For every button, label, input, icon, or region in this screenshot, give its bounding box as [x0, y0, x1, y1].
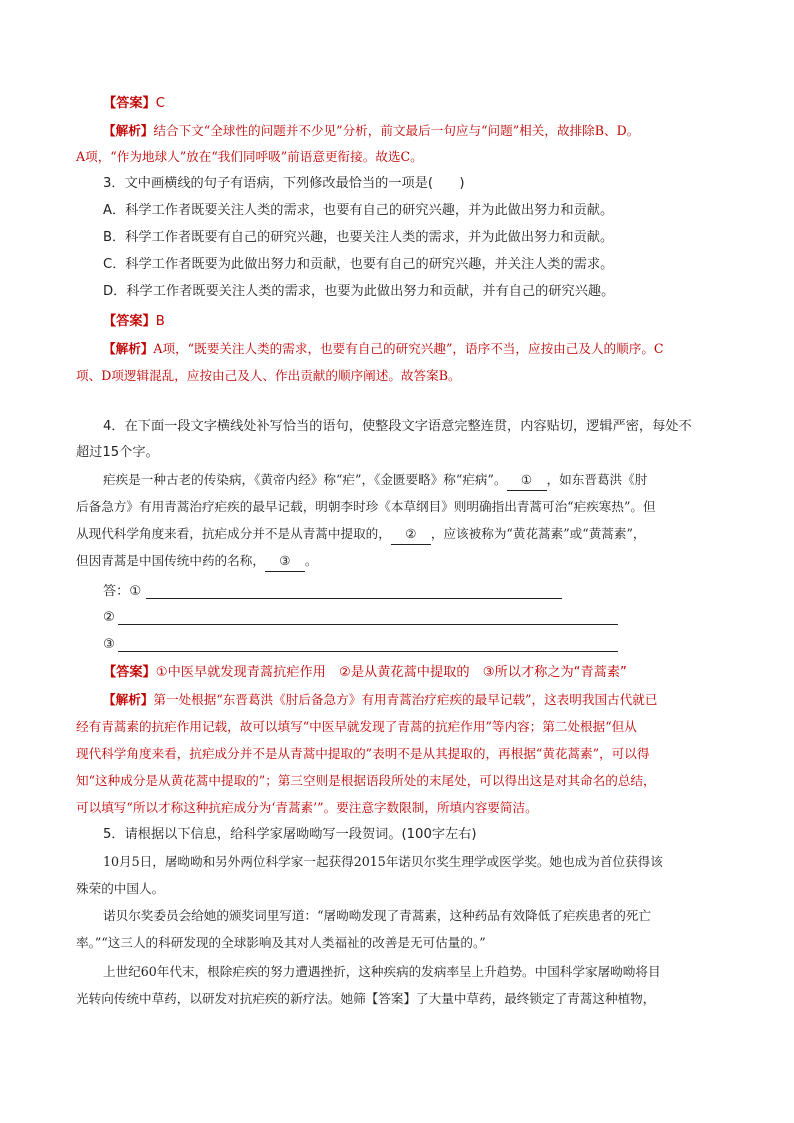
q4-passage-line-2: 后备急方》有用青蒿治疗疟疾的最早记载，明朝李时珍《本草纲目》则明确指出青蒿可治“疟疾寒热”。但 [76, 499, 656, 514]
analysis-tag: 【解析】 [103, 692, 154, 707]
q4-analysis-line-2: 经有青蒿素的抗疟作用记载，故可以填写“中医早就发现了青蒿的抗疟作用”等内容；第二处根据“但从 [76, 719, 637, 734]
passage-text: 。 [304, 553, 318, 568]
answer-prompt-3: ③ [103, 637, 115, 652]
answer-prompt-1: 答：① [103, 584, 142, 599]
q5-para2-line-2: 率。”“这三人的科研发现的全球影响及其对人类福祉的改善是无可估量的。” [76, 935, 486, 950]
passage-text: 疟疾是一种古老的传染病，《黄帝内经》称“疟”，《金匮要略》称“疟病”。 [103, 472, 507, 487]
q4-analysis-line-5: 可以填写“所以才称这种抗疟成分为‘青蒿素’”。要注意字数限制，所填内容要简洁。 [76, 800, 538, 815]
q3-analysis-line-1 [103, 339, 664, 359]
q5-para3-line-1: 上世纪60年代末，根除疟疾的努力遭遇挫折，这种疾病的发病率呈上升趋势。中国科学家屠呦呦将目 [103, 964, 661, 979]
answer-tag: 【答案】 [103, 665, 156, 680]
q3-analysis-line-2: 项、D项逻辑混乱，应按由己及人、作出贡献的顺序阐述。故答案B。 [76, 368, 461, 383]
q4-answer [103, 663, 627, 683]
q5-para3-line-2: 光转向传统中草药，以研发对抗疟疾的新疗法。她筛【答案】了大量中草药，最终锁定了青蒿这种植物， [76, 991, 656, 1006]
analysis-tag: 【解析】 [103, 341, 154, 356]
answer-tag: 【答案】 [103, 314, 156, 329]
q4-analysis-line-3: 现代科学角度来看，抗疟成分并不是从青蒿中提取的”表明不是从其提取的，再根据“黄花蒿素”，可以得 [76, 746, 650, 761]
q2-analysis-line-2: A项，“作为地球人”放在“我们同呼吸”前语意更衔接。故选C。 [76, 149, 423, 164]
q4-analysis-line-4: 知“这种成分是从黄花蒿中提取的”；第三空则是根据语段所处的末尾处，可以得出这是对其命名的总结， [76, 773, 656, 788]
q4-passage-line-1 [103, 470, 647, 491]
passage-text: ，应该被称为“黄花蒿素”或“黄蒿素”， [430, 526, 646, 541]
answer-prompt-2: ② [103, 610, 115, 625]
answer-value: ①中医早就发现青蒿抗疟作用 ②是从黄花蒿中提取的 ③所以才称之为“青蒿素” [155, 665, 627, 680]
blank-2: ② [391, 524, 431, 545]
q3-option-a: A．科学工作者既要关注人类的需求，也要有自己的研究兴趣，并为此做出努力和贡献。 [103, 203, 614, 218]
answer-value: C [155, 96, 165, 111]
analysis-tag: 【解析】 [103, 123, 154, 138]
q3-answer [103, 312, 165, 332]
analysis-text: A项，“既要关注人类的需求，也要有自己的研究兴趣”，语序不当，应按由己及人的顺序。C [153, 341, 664, 356]
passage-text: ，如东晋葛洪《肘 [546, 472, 648, 487]
q5-para2-line-1: 诺贝尔奖委员会给她的颁奖词里写道：“屠呦呦发现了青蒿素，这种药品有效降低了疟疾患者的死亡 [103, 908, 651, 923]
answer-value: B [155, 314, 165, 329]
q3-stem: 3．文中画横线的句子有语病，下列修改最恰当的一项是( ) [103, 176, 465, 191]
q4-stem-line-1: 4．在下面一段文字横线处补写恰当的语句，使整段文字语意完整连贯，内容贴切，逻辑严密，每处不 [103, 419, 692, 434]
answer-line-3[interactable] [118, 651, 618, 652]
passage-text: 但因青蒿是中国传统中药的名称， [76, 553, 265, 568]
answer-tag: 【答案】 [103, 96, 156, 111]
analysis-text: 第一处根据“东晋葛洪《肘后备急方》有用青蒿治疗疟疾的最早记载”，这表明我国古代就已 [153, 692, 658, 707]
q5-stem: 5．请根据以下信息，给科学家屠呦呦写一段贺词。(100字左右) [103, 827, 477, 842]
answer-line-1[interactable] [146, 598, 562, 599]
q4-passage-line-3 [76, 524, 646, 545]
passage-text: 从现代科学角度来看，抗疟成分并不是从青蒿中提取的， [76, 526, 391, 541]
q3-option-c: C．科学工作者既要为此做出努力和贡献，也要有自己的研究兴趣，并关注人类的需求。 [103, 257, 614, 272]
q5-para1-line-2: 殊荣的中国人。 [76, 881, 165, 896]
q4-passage-line-4 [76, 551, 318, 572]
blank-1: ① [507, 470, 547, 491]
q3-option-d: D．科学工作者既要关注人类的需求，也要为此做出努力和贡献，并有自己的研究兴趣。 [103, 284, 615, 299]
blank-3: ③ [265, 551, 305, 572]
q3-option-b: B．科学工作者既要有自己的研究兴趣，也要关注人类的需求，并为此做出努力和贡献。 [103, 230, 614, 245]
q2-answer [103, 94, 165, 114]
q4-analysis-line-1 [103, 690, 657, 710]
q2-analysis-line-1 [103, 121, 639, 141]
q4-stem-line-2: 超过15个字。 [76, 445, 159, 460]
q5-para1-line-1: 10月5日，屠呦呦和另外两位科学家一起获得2015年诺贝尔奖生理学或医学奖。她也成为首位获得该 [103, 854, 663, 869]
answer-line-2[interactable] [118, 624, 618, 625]
analysis-text: 结合下文“全球性的问题并不少见”分析，前文最后一句应与“问题”相关，故排除B、D。 [153, 123, 640, 138]
